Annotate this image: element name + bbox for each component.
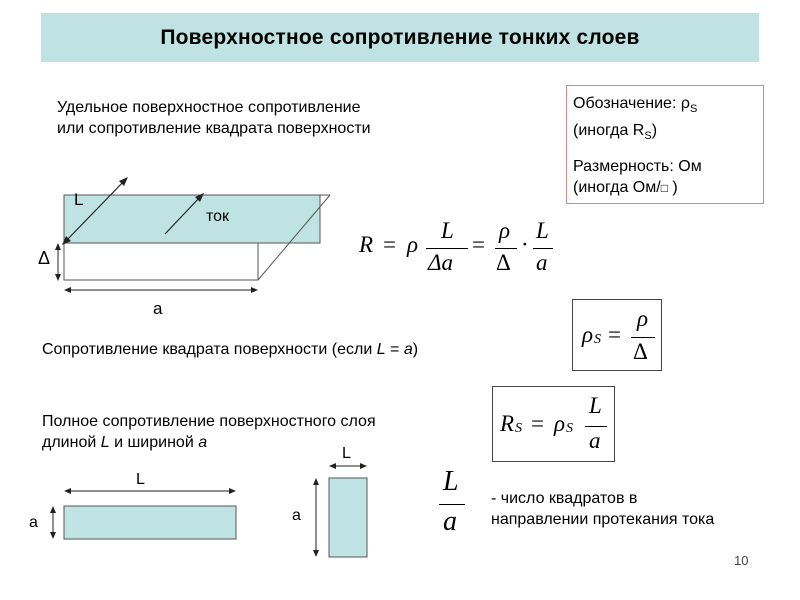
formula-L2: L xyxy=(536,218,549,243)
dimension-line: Размерность: Ом xyxy=(573,158,702,176)
squares-fraction xyxy=(437,466,471,542)
squares-line-2: направлении протекания тока xyxy=(491,511,715,528)
formula-L: L xyxy=(441,218,454,243)
squares-num: L xyxy=(443,466,459,497)
wide-rect-a-label: a xyxy=(29,514,38,531)
formula-rho2: ρ xyxy=(499,218,511,243)
rho-s-sub: S xyxy=(594,332,601,347)
notation-label: Обозначение: ρ xyxy=(573,95,690,112)
squares-line-1: - число квадратов в xyxy=(491,490,638,507)
notation-alt-sub: S xyxy=(644,130,652,143)
layer-front-face xyxy=(64,243,258,280)
dimension-alt-close: ) xyxy=(667,179,678,197)
notation-alt-open: (иногда R xyxy=(573,122,645,140)
notation-alt-close: ) xyxy=(651,122,658,140)
rs-rho-sub: S xyxy=(566,421,573,436)
rs-eq: = xyxy=(531,411,544,436)
full-resistance-line-2 xyxy=(42,432,376,453)
squares-den: a xyxy=(443,506,457,537)
formula-rs-box xyxy=(492,386,615,462)
formula-a: a xyxy=(536,250,548,275)
rs-num: L xyxy=(589,393,602,418)
page-title: Поверхностное сопротивление тонких слоев xyxy=(160,25,640,49)
formula-rho-s-box xyxy=(572,299,662,371)
formula-R: R xyxy=(359,232,374,257)
full-resistance-text xyxy=(42,411,376,453)
layer-top-face xyxy=(64,195,320,243)
rho-s-eq: = xyxy=(608,322,621,347)
label-a: a xyxy=(153,299,163,318)
formula-eq1: = xyxy=(383,232,396,257)
full-resistance-L: L xyxy=(100,434,110,451)
formula-rho: ρ xyxy=(407,232,419,257)
square-resistance-label: Сопротивление квадрата поверхности (если xyxy=(42,341,377,358)
intro-line-1: Удельное поверхностное сопротивление xyxy=(57,99,361,116)
formula-den: Δa xyxy=(428,250,453,275)
rs-sub: S xyxy=(515,421,522,436)
wide-rect-L-label: L xyxy=(136,471,145,488)
full-resistance-line-1: Полное сопротивление поверхностного слоя xyxy=(42,413,376,430)
rho-s-den: Δ xyxy=(633,339,648,364)
tall-rect-L-label: L xyxy=(342,445,351,462)
square-symbol: □ xyxy=(660,181,668,196)
squares-explanation xyxy=(491,488,714,530)
rs-rho: ρ xyxy=(554,411,566,436)
full-resistance-width-label: и шириной xyxy=(109,434,199,451)
square-resistance-text xyxy=(42,339,418,360)
label-delta: Δ xyxy=(38,248,51,268)
full-resistance-length-label: длиной xyxy=(42,434,101,451)
label-L: L xyxy=(74,190,84,209)
rho-s-symbol: ρ xyxy=(582,322,594,347)
tall-rect xyxy=(329,478,367,557)
formula-delta: Δ xyxy=(496,250,511,275)
square-resistance-close: ) xyxy=(412,341,419,358)
notation-sub: S xyxy=(689,103,698,116)
rs-symbol: R xyxy=(500,411,515,436)
rho-s-num: ρ xyxy=(637,306,649,331)
page-number: 10 xyxy=(734,553,749,568)
square-resistance-L: L xyxy=(376,341,386,358)
label-current: ток xyxy=(206,208,230,225)
dimension-alt-open: (иногда Ом/ xyxy=(573,179,661,197)
intro-line-2: или сопротивление квадрата поверхности xyxy=(57,120,371,137)
tall-rect-a-label: a xyxy=(292,507,301,524)
formula-eq2: = xyxy=(472,232,485,257)
formula-main xyxy=(359,218,559,280)
rs-den: a xyxy=(589,428,601,453)
square-resistance-eq: = xyxy=(385,341,404,358)
wide-rect xyxy=(64,506,236,539)
formula-dot: · xyxy=(521,232,529,257)
square-resistance-a: a xyxy=(403,341,413,358)
full-resistance-a: a xyxy=(198,434,208,451)
